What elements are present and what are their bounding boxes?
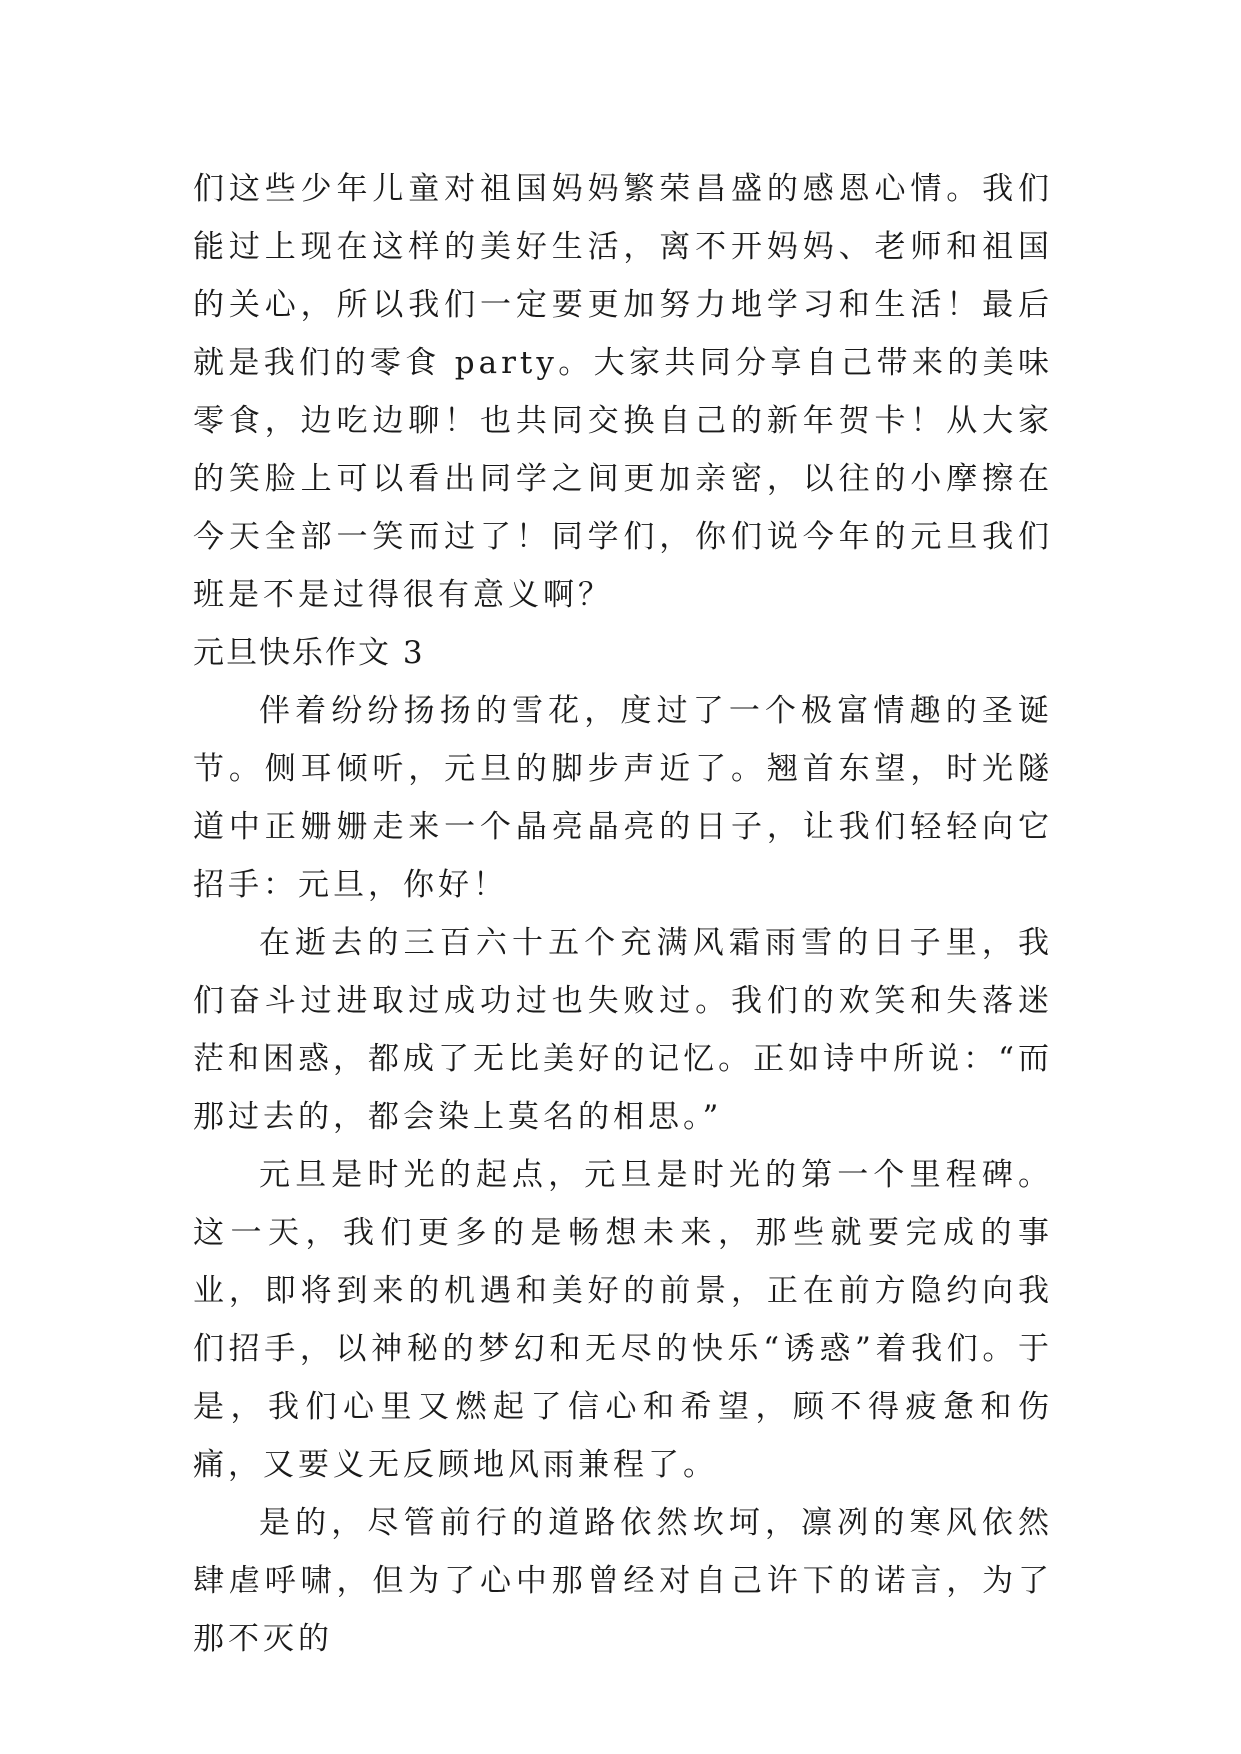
- paragraph-continued: 们这些少年儿童对祖国妈妈繁荣昌盛的感恩心情。我们能过上现在这样的美好生活，离不开妈妈、老师和祖国的关心，所以我们一定要更加努力地学习和生活！最后就是我们的零食 party。大家共同分享自己带来的美味零食，边吃边聊！也共同交换自己的新年贺卡！从大家的笑脸上可以看出同学之间更加亲密，以往的小摩擦在今天全部一笑而过了！同学们，你们说今年的元旦我们班是不是过得很有意义啊？: [193, 171, 1053, 613]
- paragraph: 元旦是时光的起点，元旦是时光的第一个里程碑。这一天，我们更多的是畅想未来，那些就要完成的事业，即将到来的机遇和美好的前景，正在前方隐约向我们招手，以神秘的梦幻和无尽的快乐“诱惑”着我们。于是，我们心里又燃起了信心和希望，顾不得疲惫和伤痛，又要义无反顾地风雨兼程了。: [193, 1157, 1053, 1483]
- document-body: [193, 160, 1053, 1668]
- paragraph: 是的，尽管前行的道路依然坎坷，凛冽的寒风依然肆虐呼啸，但为了心中那曾经对自己许下的诺言，为了那不灭的: [193, 1505, 1053, 1657]
- paragraph: 在逝去的三百六十五个充满风霜雨雪的日子里，我们奋斗过进取过成功过也失败过。我们的欢笑和失落迷茫和困惑，都成了无比美好的记忆。正如诗中所说：“而那过去的，都会染上莫名的相思。”: [193, 925, 1053, 1135]
- paragraph: 伴着纷纷扬扬的雪花，度过了一个极富情趣的圣诞节。侧耳倾听，元旦的脚步声近了。翘首东望，时光隧道中正姗姗走来一个晶亮晶亮的日子，让我们轻轻向它招手：元旦，你好！: [193, 693, 1053, 903]
- section-heading: 元旦快乐作文 3: [193, 635, 425, 671]
